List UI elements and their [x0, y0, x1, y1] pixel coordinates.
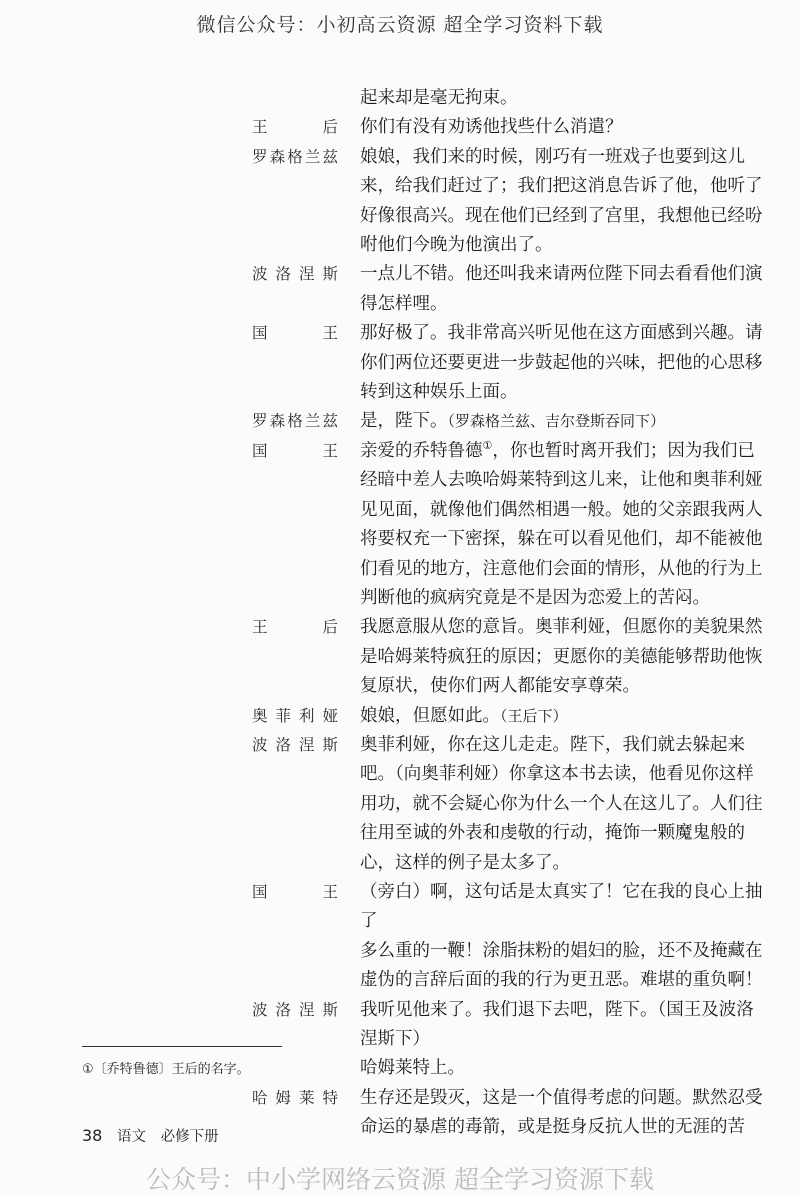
- dialogue-line: [252, 996, 792, 1025]
- dialogue-line: [252, 496, 792, 525]
- dialogue-text: 往用至诚的外表和虔敬的行动，掩饰一颗魔鬼般的: [360, 823, 745, 844]
- dialogue-line: [252, 878, 792, 937]
- dialogue-text: 生存还是毁灭，这是一个值得考虑的问题。默然忍受: [360, 1087, 763, 1108]
- dialogue-line: [252, 172, 792, 201]
- dialogue-line: [252, 1113, 792, 1142]
- speaker-name: 国 王: [252, 324, 338, 343]
- dialogue-line: [252, 555, 792, 584]
- speaker-name: 王 后: [252, 118, 338, 137]
- dialogue-line: [252, 202, 792, 231]
- speaker-name: 王 后: [252, 618, 338, 637]
- dialogue-text: 你们两位还要更进一步鼓起他的兴味，把他的心思移: [360, 352, 763, 373]
- speaker-name: 哈 姆 莱 特: [252, 1088, 338, 1107]
- dialogue-text: （旁白）啊，这句话是太真实了！它在我的良心上抽了: [360, 881, 763, 932]
- speaker-name: 波 洛 涅 斯: [252, 265, 338, 284]
- dialogue-line: [252, 407, 792, 436]
- dialogue-line: [252, 672, 792, 701]
- dialogue-text: 得怎样哩。: [360, 293, 448, 314]
- dialogue-line: [252, 760, 792, 789]
- dialogue-text: 复原状，使你们两人都能安享尊荣。: [360, 676, 640, 697]
- speaker-name: 国 王: [252, 441, 338, 460]
- dialogue-line: [252, 525, 792, 554]
- dialogue-line: [252, 819, 792, 848]
- dialogue-text: 咐他们今晚为他演出了。: [360, 235, 553, 256]
- dialogue-line: [252, 937, 792, 966]
- stage-direction: （王后下）: [500, 706, 568, 725]
- dialogue-text: 哈姆莱特上。: [360, 1058, 465, 1079]
- speaker-name: 波 洛 涅 斯: [252, 1000, 338, 1019]
- dialogue-text: 判断他的疯病究竟是不是因为恋爱上的苦闷。: [360, 587, 710, 608]
- dialogue-text: 转到这种娱乐上面。: [360, 382, 518, 403]
- dialogue-line: [252, 437, 792, 466]
- book-volume: 必修下册: [160, 1129, 219, 1145]
- dialogue-line: [252, 584, 792, 613]
- dialogue-text: 亲爱的乔特鲁德①，你也暂时离开我们；因为我们已: [360, 439, 755, 461]
- dialogue-text: 涅斯下）: [360, 1029, 430, 1049]
- dialogue-line: [252, 113, 792, 142]
- bottom-watermark: 公众号：中小学网络云资源 超全学习资源下载: [146, 1165, 654, 1194]
- dialogue-line: [252, 231, 792, 260]
- footnote-rule: [82, 1046, 282, 1047]
- dialogue-text: 娘娘，我们来的时候，刚巧有一班戏子也要到这儿: [360, 146, 745, 167]
- dialogue-text: 我愿意服从您的意旨。奥菲利娅，但愿你的美貌果然: [360, 617, 763, 638]
- dialogue-line: [252, 143, 792, 172]
- top-banner: 微信公众号：小初高云资源 超全学习资料下载: [196, 14, 604, 36]
- script-dialogue: [252, 84, 792, 1143]
- dialogue-line: [252, 1084, 792, 1113]
- dialogue-line: [252, 790, 792, 819]
- dialogue-line: [252, 319, 792, 348]
- dialogue-text: 来，给我们赶过了；我们把这消息告诉了他，他听了: [360, 176, 763, 197]
- dialogue-text: 们看见的地方，注意他们会面的情形，从他的行为上: [360, 558, 763, 579]
- dialogue-text: 用功，就不会疑心你为什么一个人在这儿了。人们往: [360, 793, 763, 814]
- dialogue-text: 一点儿不错。他还叫我来请两位陛下同去看看他们演: [360, 264, 763, 285]
- speaker-name: 奥 菲 利 娅: [252, 706, 338, 725]
- page-footer: [82, 1125, 219, 1146]
- footnote-marker: ①: [482, 439, 493, 453]
- dialogue-line: [252, 731, 792, 760]
- dialogue-text: 起来却是毫无拘束。: [360, 88, 518, 108]
- dialogue-text: 命运的暴虐的毒箭，或是挺身反抗人世的无涯的苦: [360, 1117, 745, 1138]
- page-number: 38: [82, 1126, 103, 1145]
- dialogue-line: [252, 84, 792, 113]
- dialogue-line: [252, 260, 792, 289]
- dialogue-text: 娘娘，但愿如此。（王后下）: [360, 705, 568, 726]
- dialogue-line: [252, 1054, 792, 1083]
- footnote: ①〔乔特鲁德〕王后的名字。: [82, 1062, 250, 1077]
- dialogue-line: [252, 290, 792, 319]
- dialogue-text: 好像很高兴。现在他们已经到了宫里，我想他已经吩: [360, 205, 763, 226]
- dialogue-text: 将要权充一下密探，躲在可以看见他们，却不能被他: [360, 529, 763, 550]
- dialogue-line: [252, 702, 792, 731]
- dialogue-line: [252, 1025, 792, 1054]
- dialogue-line: [252, 466, 792, 495]
- dialogue-text: 我听见他来了。我们退下去吧，陛下。（国王及波洛: [360, 999, 754, 1020]
- dialogue-line: [252, 966, 792, 995]
- dialogue-text: 虚伪的言辞后面的我的行为更丑恶。难堪的重负啊！: [360, 970, 763, 991]
- speaker-name: 波 洛 涅 斯: [252, 735, 338, 754]
- dialogue-text: 那好极了。我非常高兴听见他在这方面感到兴趣。请: [360, 323, 763, 344]
- speaker-name: 罗 森 格 兰 兹: [252, 412, 338, 431]
- dialogue-text: 是哈姆莱特疯狂的原因；更愿你的美德能够帮助他恢: [360, 646, 763, 667]
- dialogue-text: 奥菲利娅，你在这儿走走。陛下，我们就去躲起来: [360, 734, 745, 755]
- dialogue-line: [252, 643, 792, 672]
- dialogue-text: 是，陛下。（罗森格兰兹、吉尔登斯吞同下）: [360, 411, 666, 432]
- book-title: 语文: [116, 1129, 146, 1145]
- dialogue-text: 心，这样的例子是太多了。: [360, 852, 570, 873]
- dialogue-text: 经暗中差人去唤哈姆莱特到这儿来，让他和奥菲利娅: [360, 470, 763, 491]
- dialogue-line: [252, 849, 792, 878]
- dialogue-line: [252, 349, 792, 378]
- dialogue-text: 见见面，就像他们偶然相遇一般。她的父亲跟我两人: [360, 499, 763, 520]
- dialogue-line: [252, 613, 792, 642]
- speaker-name: 罗 森 格 兰 兹: [252, 147, 338, 166]
- dialogue-line: [252, 378, 792, 407]
- dialogue-text: 吧。（向奥菲利娅）你拿这本书去读，他看见你这样: [360, 764, 754, 785]
- dialogue-text: 你们有没有劝诱他找些什么消遣？: [360, 117, 623, 138]
- stage-direction: （罗森格兰兹、吉尔登斯吞同下）: [447, 412, 666, 431]
- speaker-name: 国 王: [252, 882, 338, 901]
- dialogue-text: 多么重的一鞭！涂脂抹粉的娼妇的脸，还不及掩藏在: [360, 940, 763, 961]
